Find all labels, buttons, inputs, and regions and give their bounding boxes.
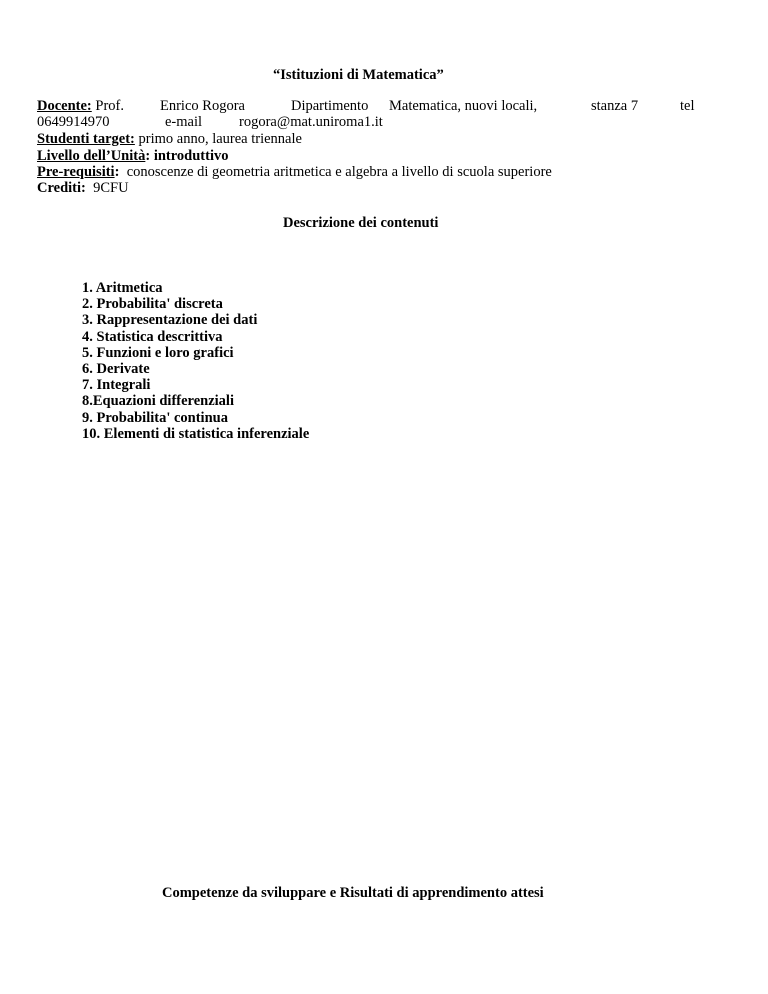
department: Dipartimento: [291, 98, 369, 114]
docente-line: [37, 98, 124, 114]
livello-value: : introduttivo: [145, 148, 229, 164]
livello-line: [37, 148, 228, 164]
prereq-value: conoscenze di geometria aritmetica e algebra a livello di scuola superiore: [126, 164, 552, 180]
contents-heading: Descrizione dei contenuti: [283, 215, 439, 231]
list-item: 10. Elementi di statistica inferenziale: [82, 425, 310, 442]
department-detail: Matematica, nuovi locali,: [389, 98, 538, 114]
email-label: e-mail: [165, 114, 203, 130]
list-item: 3. Rappresentazione dei dati: [82, 312, 258, 329]
docente-label: Docente:: [37, 98, 92, 114]
studenti-label: Studenti target:: [37, 131, 135, 147]
contents-list: [82, 280, 309, 442]
studenti-value: primo anno, laurea triennale: [138, 131, 302, 147]
docente-prof: Prof.: [95, 98, 124, 114]
crediti-line: [37, 180, 129, 196]
list-item: 5. Funzioni e loro grafici: [82, 344, 234, 361]
tel-label: tel: [680, 98, 695, 114]
list-item: 9. Probabilita' continua: [82, 409, 228, 426]
livello-label: Livello dell’Unità: [37, 148, 146, 164]
tel-number: 0649914970: [37, 114, 110, 130]
docente-name: Enrico Rogora: [160, 98, 245, 114]
document-title: “Istituzioni di Matematica”: [273, 67, 444, 83]
list-item: 1. Aritmetica: [82, 280, 163, 296]
list-item: 2. Probabilita' discreta: [82, 296, 223, 313]
prereq-line: [37, 164, 552, 180]
studenti-line: [37, 131, 302, 147]
list-item: 6. Derivate: [82, 361, 150, 378]
prereq-colon: :: [114, 164, 120, 180]
prereq-label: Pre-requisiti: [37, 164, 115, 180]
list-item: 4. Statistica descrittiva: [82, 328, 223, 345]
email-link[interactable]: rogora@mat.uniroma1.it: [239, 114, 383, 130]
crediti-value: 9CFU: [93, 180, 129, 196]
crediti-label: Crediti:: [37, 180, 86, 196]
room: stanza 7: [591, 98, 639, 114]
competenze-heading: Competenze da sviluppare e Risultati di apprendimento attesi: [162, 885, 544, 901]
list-item: 8.Equazioni differenziali: [82, 393, 234, 410]
list-item: 7. Integrali: [82, 377, 151, 394]
